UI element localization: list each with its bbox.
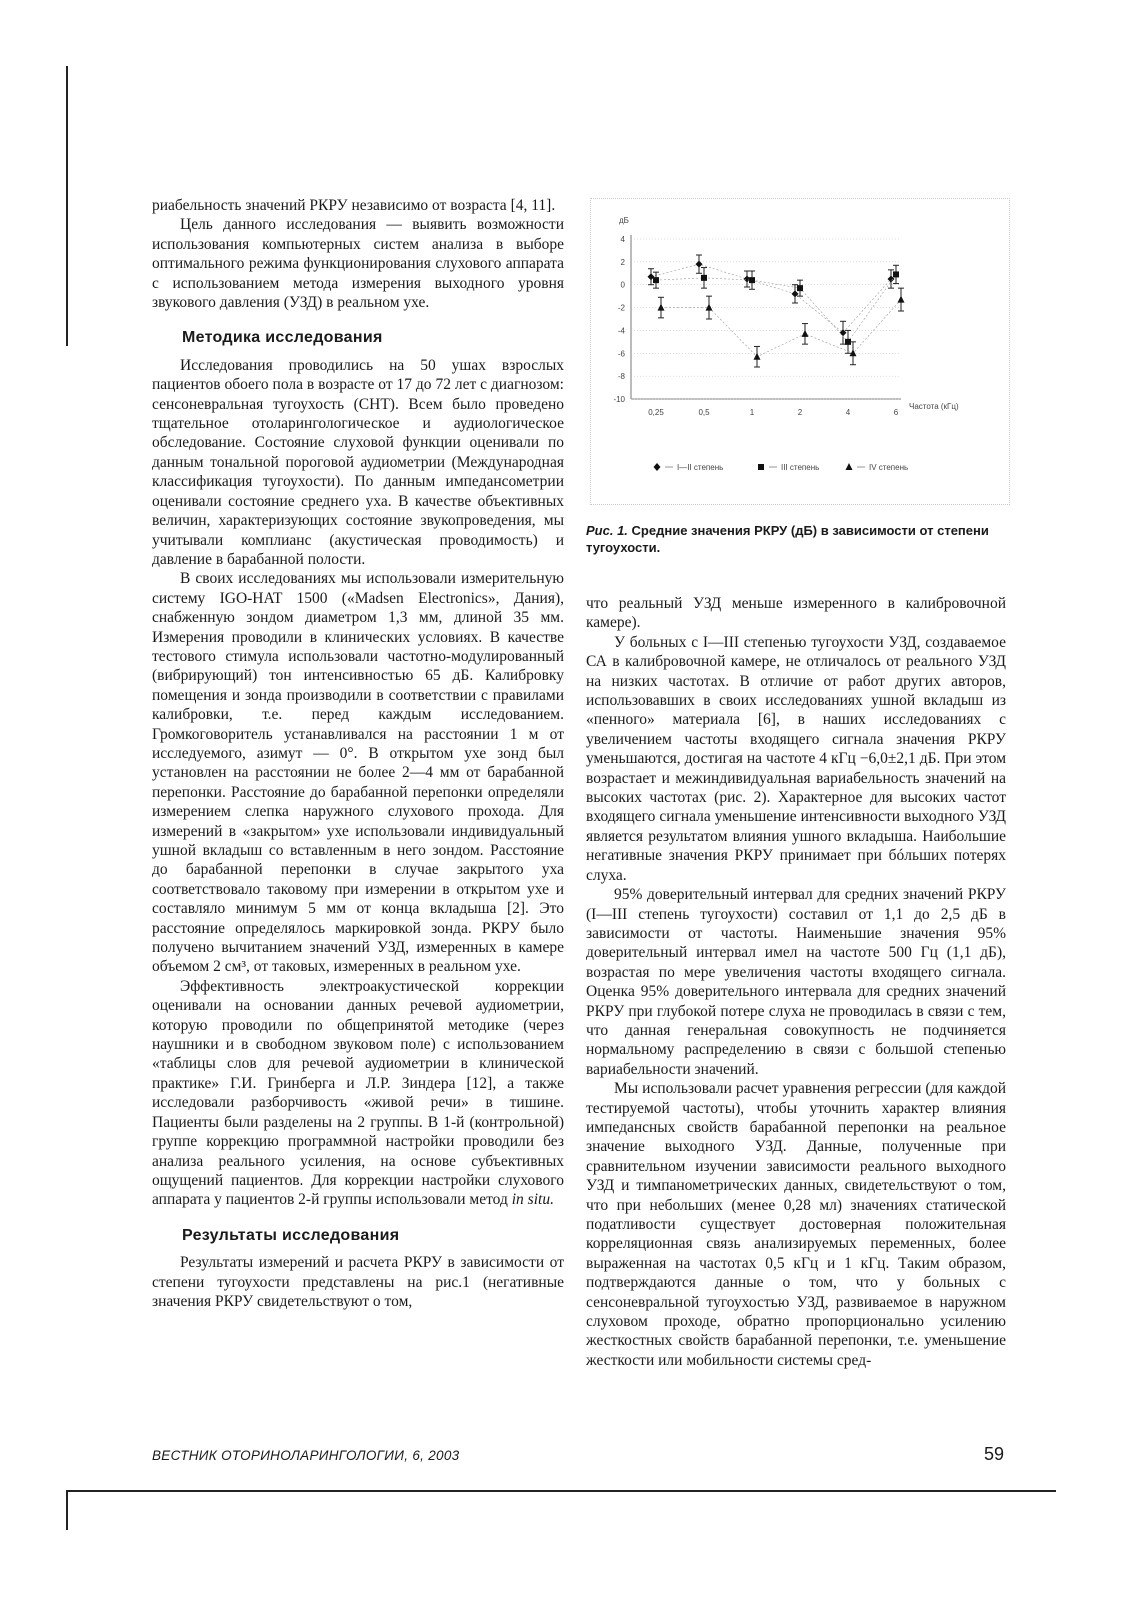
y-tick-label: 4 (620, 235, 625, 244)
paragraph: У больных с I—III степенью тугоухости УЗД, создаваемое СА в калибровочной камере, не отличалось от реального УЗД на низких частотах. В отличие от работ других авторов, использовавших в своих исследованиях ушной вкладыш из «пенного» материала [6], в наших исследованиях с увеличением частоты входящего сигнала значения РКРУ уменьшаются, достигая на частоте 4 кГц −6,0±2,1 дБ. При этом возрастает и межиндивидуальная вариабельность значений на высоких частотах (рис. 2). Характерное для высоких частот входящего сигнала уменьшение интенсивности выходного УЗД является результатом влияния ушного вкладыша. Наибольшие негативные значения РКРУ принимает при бóльших потерях слуха. (586, 633, 1006, 884)
section-heading-methods: Методика исследования (182, 329, 383, 347)
caption-text: Средние значения РКРУ (дБ) в зависимости от степени тугоухости. (586, 523, 989, 555)
x-axis-label: Частота (кГц) (909, 402, 959, 411)
data-point (696, 261, 703, 268)
data-point (893, 271, 899, 277)
x-tick-label: 6 (893, 408, 899, 417)
data-point (701, 275, 707, 281)
figure-chart (590, 198, 1010, 505)
legend-label: IV степень (869, 463, 909, 472)
y-tick-label: -2 (617, 303, 625, 313)
y-axis-label: дБ (619, 216, 629, 225)
legend-marker (758, 464, 764, 470)
footer-journal-title: ВЕСТНИК ОТОРИНОЛАРИНГОЛОГИИ, 6, 2003 (152, 1448, 460, 1463)
y-tick-label: -10 (613, 395, 625, 404)
y-tick-label: 0 (620, 280, 625, 290)
legend-label: I—II степень (677, 463, 724, 472)
paragraph-text: Эффективность электроакустической коррекции оценивали на основании данных речевой аудиометрии, которую проводили по общепринятой методике (через наушники и в свободном звуковом поле) с использованием «таблицы слов для речевой аудиометрии в клинической практике» Г.И. Гринберга и Л.Р. Зиндера [12], а также исследовали разборчивость «живой речи» в тишине. Пациенты были разделены на 2 группы. В 1-й (контрольной) группе коррекцию программной настройки проводили без анализа реального усиления, на основе субъективных ощущений пациентов. Для коррекции настройки слухового аппарата у пациентов 2-й группы использовали метод (152, 977, 564, 1209)
y-tick-label: -8 (617, 372, 625, 382)
data-point (658, 304, 665, 311)
paragraph: Результаты измерений и расчета РКРУ в зависимости от степени тугоухости представлены на рис.1 (негативные значения РКРУ свидетельствуют о том, (152, 1254, 564, 1310)
x-tick-label: 4 (845, 408, 851, 417)
section-heading-results: Результаты исследования (182, 1226, 400, 1244)
x-tick-label: 1 (749, 408, 755, 417)
y-tick-label: -4 (617, 326, 625, 336)
right-column (586, 594, 1006, 1370)
data-point (653, 277, 659, 283)
legend-marker (654, 463, 661, 471)
caption-label: Рис. 1. (586, 523, 628, 538)
data-point (802, 330, 809, 337)
paragraph: В своих исследованиях мы использовали измерительную систему IGO-HAT 1500 («Madsen Electronics», Дания), снабженную зондом диаметром 1,3 мм, длиной 35 мм. Измерения проводили в клинических условиях. В качестве тестового стимула использовали частотно-модулированный (вибрирующий) тон интенсивностью 65 дБ. Калибровку помещения и зонда производили в соответствии с правилами калибровки, т.е. перед каждым исследованием. Громкоговоритель устанавливался на расстоянии 1 м от исследуемого, азимут — 0°. В открытом ухе зонд был установлен на расстоянии не более 2—4 мм от барабанной перепонки. Расстояние до барабанной перепонки определяли измерением слепка наружного слухового прохода. Для измерений в «закрытом» ухе использовали индивидуальный ушной вкладыш со вставленным в него зондом. Расстояние до барабанной перепонки в случае закрытого уха соответствовало таковому при измерении в открытом ухе и составляло минимум 5 мм от конца вкладыша [2]. Это расстояние определялось маркировкой зонда. РКРУ было получено вычитанием значений УЗД, измеренных в камере объемом 2 см³, от таковых, измеренных в реальном ухе. (152, 570, 564, 976)
figure-caption (586, 522, 1006, 556)
x-tick-label: 0,5 (698, 408, 710, 417)
paragraph-aim: Цель данного исследования — выявить возможности использования компьютерных систем анализа в выборе оптимального режима функционирования слухового аппарата с использованием метода измерения выходного уровня звукового давления (УЗД) в реальном ухе. (152, 216, 564, 312)
scan-edge-line-left-lower (66, 1490, 68, 1530)
data-point (898, 296, 905, 303)
left-column (152, 196, 564, 1311)
series-line (651, 264, 891, 333)
data-point (706, 304, 713, 311)
legend-label: III степень (781, 463, 820, 472)
scan-edge-line-left (66, 66, 68, 346)
x-tick-label: 2 (797, 408, 803, 417)
paragraph: что реальный УЗД меньше измеренного в калибровочной камере). (586, 595, 1006, 632)
data-point (797, 285, 803, 291)
scan-edge-line-bottom (66, 1490, 1056, 1492)
legend-marker (846, 463, 853, 470)
x-tick-label: 0,25 (648, 408, 664, 417)
paragraph: риабельность значений РКРУ независимо от возраста [4, 11]. (152, 197, 556, 214)
paragraph: Мы использовали расчет уравнения регрессии (для каждой тестируемой частоты), чтобы уточнить характер влияния импедансных свойств барабанной перепонки на реальное значение выходного УЗД. Данные, полученные при сравнительном изучении зависимости реального выходного УЗД и тимпанометрических данных, свидетельствуют о том, что при небольших (менее 0,28 мл) значениях статической податливости существует достоверная положительная корреляционная связь анализируемых переменных, более выраженная на частотах 0,5 кГц и 1 кГц. Таким образом, подтверждаются данные о том, что у больных с сенсоневральной тугоухостью УЗД, развиваемое в наружном слуховом проходе, обратно пропорционально усилению жесткостных свойств барабанной перепонки, т.е. уменьшение жесткости или мобильности системы сред- (586, 1080, 1006, 1369)
y-tick-label: 2 (620, 257, 625, 267)
paragraph: 95% доверительный интервал для средних значений РКРУ (I—III степень тугоухости) составил от 1,1 до 2,5 дБ в зависимости от частоты. Наименьшие значения 95% доверительный интервал имел на частоте 500 Гц (1,1 дБ), возрастая по мере увеличения частоты входящего сигнала. Оценка 95% доверительного интервала для средних значений РКРУ при глубокой потере слуха не проводилась в связи с тем, что данная генеральная совокупность не подчиняется нормальному распределению в связи с большой степенью вариабельности значений. (586, 886, 1006, 1078)
data-point (749, 277, 755, 283)
paragraph (152, 977, 564, 1210)
data-point (754, 353, 761, 360)
italic-term: in situ. (511, 1191, 554, 1209)
page-number: 59 (984, 1444, 1005, 1464)
y-tick-label: -6 (617, 349, 625, 359)
chart-svg (591, 199, 1009, 504)
paragraph: Исследования проводились на 50 ушах взрослых пациентов обоего пола в возрасте от 17 до 72 лет с диагнозом: сенсоневральная тугоухость (СНТ). Всем было проведено тщательное отоларингологическое и аудиологическое обследование. Состояние слуховой функции оценивали по данным тональной пороговой аудиометрии (Международная классификация тугоухости). По данным импедансометрии оценивали состояние среднего уха. В качестве объективных величин, характеризующих состояние звукопроведения, мы учитывали комплианс (акустическая проводимость) и давление в барабанной полости. (152, 356, 564, 568)
